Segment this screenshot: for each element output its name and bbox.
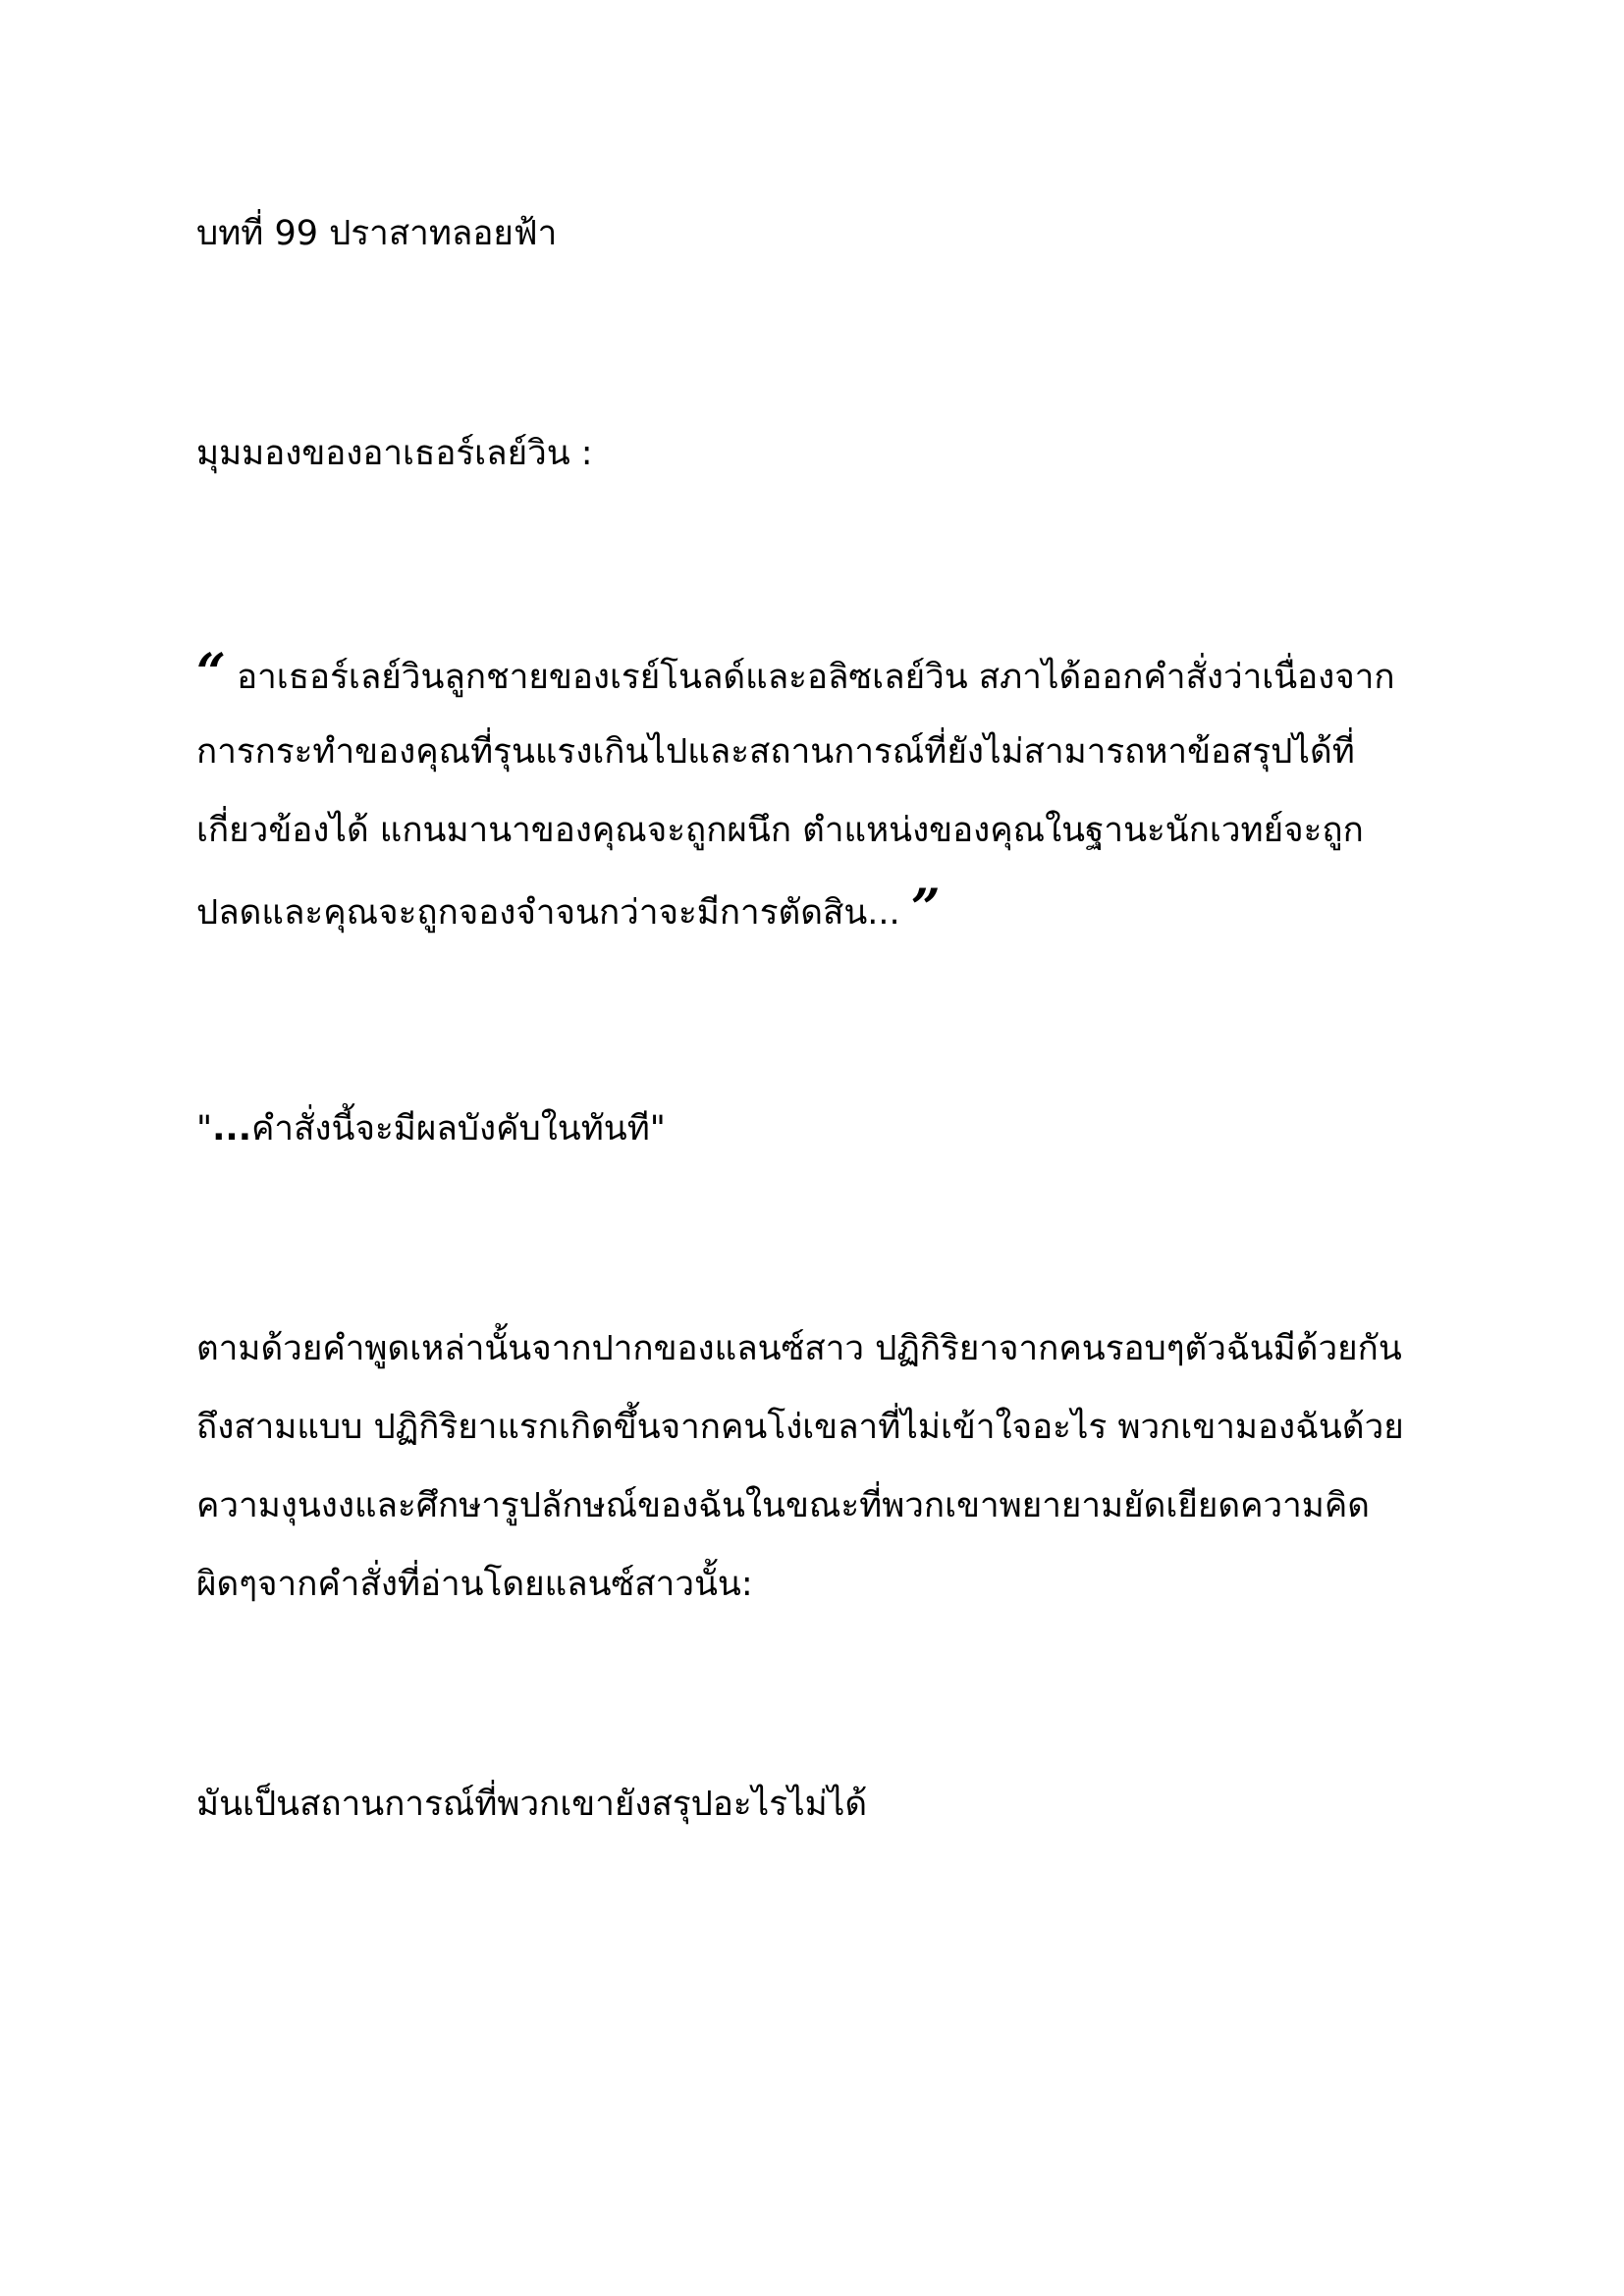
decree-line-3: เกี่ยวข้องได้ แกนมานาของคุณจะถูกผนึก ตำแหน่งของคุณในฐานะนักเวทย์จะถูก bbox=[196, 811, 1364, 850]
narration-line-4: ผิดๆจากคำสั่งที่อ่านโดยแลนซ์สาวนั้น: bbox=[196, 1565, 753, 1604]
order-line bbox=[196, 1105, 666, 1152]
decree-line-2: การกระทำของคุณที่รุนแรงเกินไปและสถานการณ์ที่ยังไม่สามารถหาข้อสรุปได้ที่ bbox=[196, 732, 1355, 772]
chapter-title: บทที่ 99 ปราสาทลอยฟ้า bbox=[196, 214, 558, 253]
close-quote-mark: ” bbox=[910, 879, 941, 938]
pov-heading: มุมมองของอาเธอร์เลย์วิน : bbox=[196, 434, 593, 473]
decree-text-4: ปลดและคุณจะถูกจองจำจนกว่าจะมีการตัดสิน... bbox=[196, 893, 900, 933]
narration-line-2: ถึงสามแบบ ปฏิกิริยาแรกเกิดขึ้นจากคนโง่เขลาที่ไม่เข้าใจอะไร พวกเขามองฉันด้วย bbox=[196, 1408, 1404, 1447]
decree-text-1: อาเธอร์เลย์วินลูกชายของเรย์โนลด์และอลิซเลย์วิน สภาได้ออกคำสั่งว่าเนื่องจาก bbox=[237, 658, 1395, 697]
open-quote-mark: “ bbox=[196, 643, 226, 703]
narration-line-3: ความงุนงงและศึกษารูปลักษณ์ของฉันในขณะที่พวกเขาพยายามยัดเยียดความคิด bbox=[196, 1486, 1371, 1525]
closing-line: มันเป็นสถานการณ์ที่พวกเขายังสรุปอะไรไม่ได้ bbox=[196, 1785, 868, 1824]
order-ellipsis: ... bbox=[212, 1109, 251, 1148]
narration-line-1: ตามด้วยคำพูดเหล่านั้นจากปากของแลนซ์สาว ปฏิกิริยาจากคนรอบๆตัวฉันมีด้วยกัน bbox=[196, 1329, 1402, 1368]
order-open-quote: " bbox=[196, 1109, 213, 1148]
decree-line-4 bbox=[196, 879, 941, 938]
decree-line-1 bbox=[196, 643, 1395, 703]
order-text: คำสั่งนี้จะมีผลบังคับในทันที" bbox=[251, 1109, 666, 1148]
